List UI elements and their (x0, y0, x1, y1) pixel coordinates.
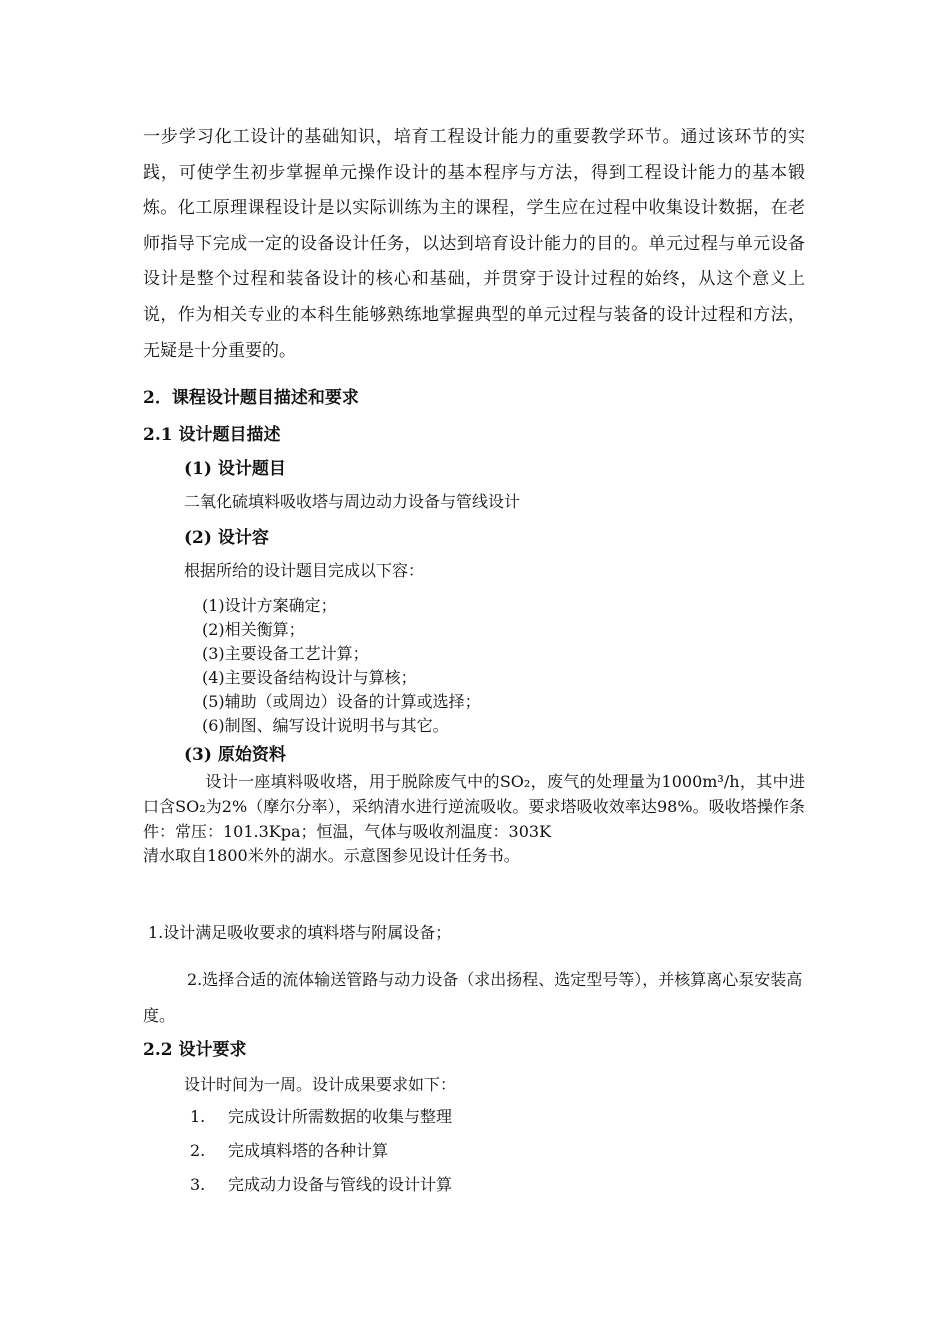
task-2-text: 2.选择合适的流体输送管路与动力设备（求出扬程、选定型号等），并核算离心泵安装高度。 (143, 970, 803, 1025)
requirement-item: 1. 完成设计所需数据的收集与整理 (190, 1107, 453, 1126)
requirement-item: 3. 完成动力设备与管线的设计计算 (190, 1175, 453, 1194)
content-list-item: (1)设计方案确定； (202, 596, 337, 615)
design-content-text: 根据所给的设计题目完成以下容： (184, 561, 425, 580)
content-list-item: (5)辅助（或周边）设备的计算或选择； (202, 692, 481, 711)
item-1-heading: (1) 设计题目 (184, 459, 286, 479)
raw-data-text-3: 为2%（摩尔分率），采纳清水进行逆流吸收。要求塔吸收效率达98%。吸收塔操作条件：常压：101.3Kpa；恒温，气体与吸收剂温度：303K (143, 796, 805, 841)
raw-data-text-2: ，废气的处理量为1000m³/h，其中进口含 (143, 772, 805, 816)
section-2-1-heading: 2.1 设计题目描述 (143, 425, 281, 445)
content-list-item: (4)主要设备结构设计与算核； (202, 668, 417, 687)
content-list-item: (3)主要设备工艺计算； (202, 644, 369, 663)
content-list-item: (2)相关衡算； (202, 620, 305, 639)
section-2-heading: 2．课程设计题目描述和要求 (143, 388, 359, 408)
raw-data-paragraph (143, 770, 805, 869)
raw-data-text-1: 设计一座填料吸收塔，用于脱除废气中的 (205, 772, 500, 791)
task-1-text: 1.设计满足吸收要求的填料塔与附属设备； (148, 923, 452, 942)
item-3-heading: (3) 原始资料 (184, 745, 286, 765)
requirements-intro-text: 设计时间为一周。设计成果要求如下： (184, 1075, 457, 1094)
requirement-item: 2. 完成填料塔的各种计算 (190, 1141, 389, 1160)
raw-data-text-4: 清水取自1800米外的湖水。示意图参见设计任务书。 (143, 846, 520, 866)
design-topic-text: 二氧化硫填料吸收塔与周边动力设备与管线设计 (184, 492, 521, 511)
item-2-heading: (2) 设计容 (184, 528, 269, 548)
intro-paragraph: 一步学习化工设计的基础知识，培育工程设计能力的重要教学环节。通过该环节的实践，可使学生初步掌握单元操作设计的基本程序与方法，得到工程设计能力的基本锻炼。化工原理课程设计是以实际训练为主的课程，学生应在过程中收集设计数据，在老师指导下完成一定的设备设计任务，以达到培育设计能力的目的。单元过程与单元设备设计是整个过程和装备设计的核心和基础，并贯穿于设计过程的始终，从这个意义上说，作为相关专业的本科生能够熟练地掌握典型的单元过程与装备的设计过程和方法，无疑是十分重要的。 (143, 127, 805, 361)
so2-formula: SO₂ (175, 796, 206, 816)
section-2-2-heading: 2.2 设计要求 (143, 1040, 247, 1060)
content-list-item: (6)制图、编写设计说明书与其它。 (202, 716, 449, 735)
so2-formula: SO₂ (499, 772, 531, 791)
